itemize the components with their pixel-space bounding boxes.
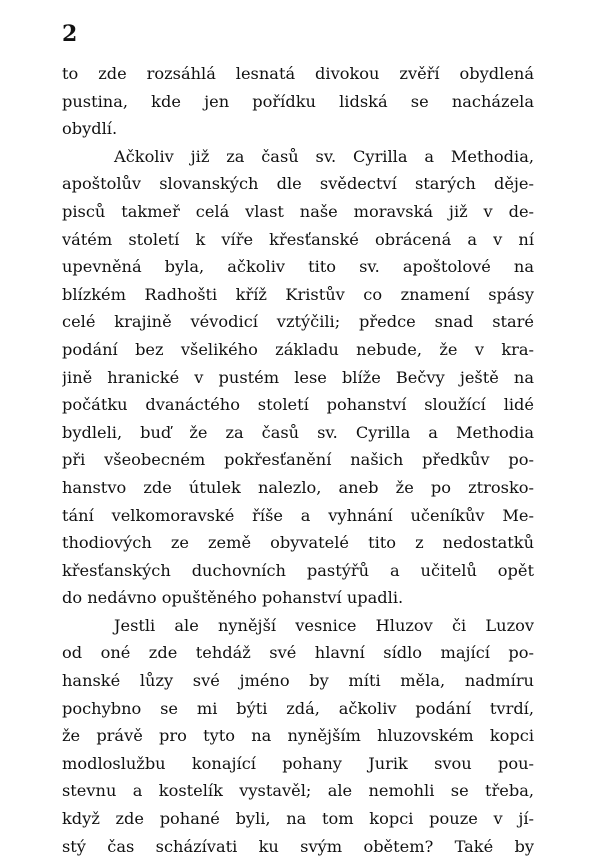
text-line: že právě pro tyto na nynějším hluzovském kopci [62, 726, 534, 746]
text-line: počátku dvanáctého století pohanství sloužící lidé [62, 395, 534, 415]
text-line: když zde pohané byli, na tom kopci pouze v jí- [62, 809, 534, 829]
text-line: thodiových ze země obyvatelé tito z nedostatků [62, 533, 534, 553]
text-line: stevnu a kostelík vystavěl; ale nemohli se třeba, [62, 781, 534, 801]
text-line: podání bez všelikého základu nebude, že v kra- [62, 339, 534, 359]
text-line: tání velkomoravské říše a vyhnání učeníkův Me- [62, 505, 534, 525]
text-line: obydlí. [62, 119, 118, 139]
body-text [62, 60, 534, 860]
text-line: modloslužbu konající pohany Jurik svou pou- [62, 753, 534, 773]
text-line: Ačkoliv již za časů sv. Cyrilla a Methodia, [114, 146, 534, 166]
text-line: křesťanských duchovních pastýřů a učitelů opět [62, 560, 534, 580]
text-line: blízkém Radhošti kříž Kristův co znamení spásy [62, 284, 534, 304]
page-number: 2 [62, 21, 78, 47]
text-line: stý čas scházívati ku svým obětem? Také by [62, 836, 534, 856]
text-line: hanstvo zde útulek nalezlo, aneb že po ztrosko- [62, 477, 534, 497]
text-line: pustina, kde jen pořídku lidská se nacházela [62, 91, 534, 111]
text-line: pochybno se mi býti zdá, ačkoliv podání tvrdí, [62, 698, 534, 718]
text-line: to zde rozsáhlá lesnatá divokou zvěří obydlená [62, 64, 534, 83]
text-line: do nedávno opuštěného pohanství upadli. [62, 588, 404, 608]
text-line: apoštolův slovanských dle svědectví starých děje- [62, 174, 534, 194]
text-line: pisců takmeř celá vlast naše moravská již v de- [62, 201, 534, 221]
text-line: upevněná byla, ačkoliv tito sv. apoštolové na [62, 257, 534, 277]
text-line: vátém století k víře křesťanské obrácená a v ní [62, 229, 534, 249]
text-line: Jestli ale nynější vesnice Hluzov či Luzov [114, 615, 534, 635]
text-line: od oné zde tehdáž své hlavní sídlo mající po- [62, 643, 534, 663]
text-line: celé krajině vévodicí vztýčili; předce snad staré [62, 312, 534, 332]
text-line: jině hranické v pustém lese blíže Bečvy ještě na [62, 367, 534, 387]
text-line: při všeobecném pokřesťanění našich předkův po- [62, 450, 534, 470]
text-line: bydleli, buď že za časů sv. Cyrilla a Methodia [62, 422, 534, 442]
text-line: hanské lůzy své jméno by míti měla, nadmíru [62, 671, 534, 691]
